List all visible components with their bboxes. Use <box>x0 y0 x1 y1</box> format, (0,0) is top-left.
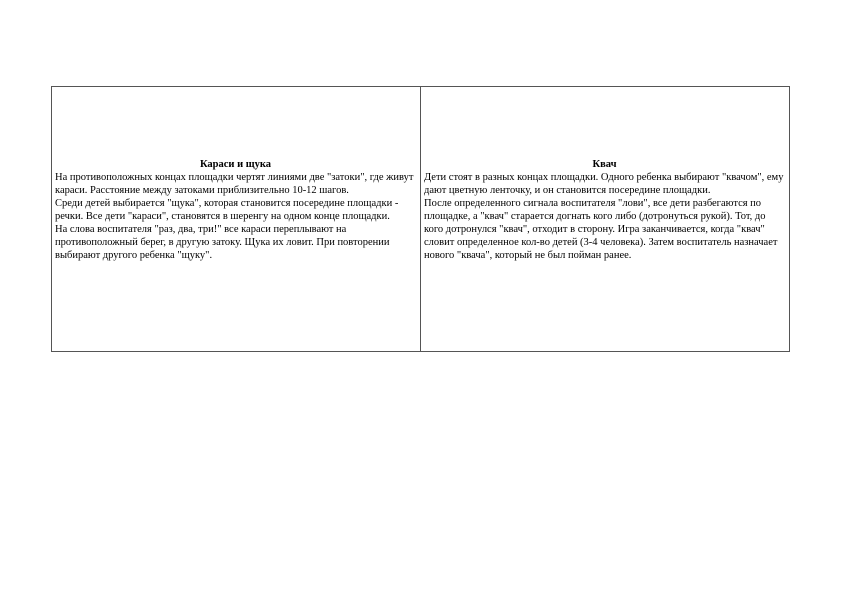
card-paragraph: Среди детей выбирается "щука", которая становится посередине площадки - речки. Все дети "караси", становятся в шеренгу на одном конце площадки. <box>55 198 399 222</box>
game-cards-table <box>51 86 790 352</box>
card-kvach <box>421 87 789 351</box>
card-paragraph: На слова воспитателя "раз, два, три!" все караси переплывают на противоположный берег, в другую затоку. Щука их ловит. При повторении выбирают другого ребенка "щуку". <box>55 224 390 261</box>
card-paragraph: На противоположных концах площадки чертят линиями две "затоки", где живут караси. Расстояние между затоками приблизительно 10-12 шагов. <box>55 172 414 196</box>
card-title: Квач <box>592 159 617 170</box>
card-description <box>55 171 416 262</box>
card-paragraph: После определенного сигнала воспитателя "лови", все дети разбегаются по площадке, а "квач" старается догнать кого либо (дотронуться рукой). Тот, до кого дотронулся "квач", отходит в сторону. Игра заканчивается, когда "квач" словит определенное кол-во детей (3-4 человека). Затем воспитатель назначает нового "квача", который не был пойман ранее. <box>424 198 778 261</box>
card-karasi-i-shchuka <box>52 87 421 351</box>
card-paragraph: Дети стоят в разных концах площадки. Одного ребенка выбирают "квачом", ему дают цветную ленточку, и он становится посередине площадки. <box>424 172 784 196</box>
card-description <box>424 171 785 262</box>
card-title: Караси и щука <box>199 159 272 170</box>
